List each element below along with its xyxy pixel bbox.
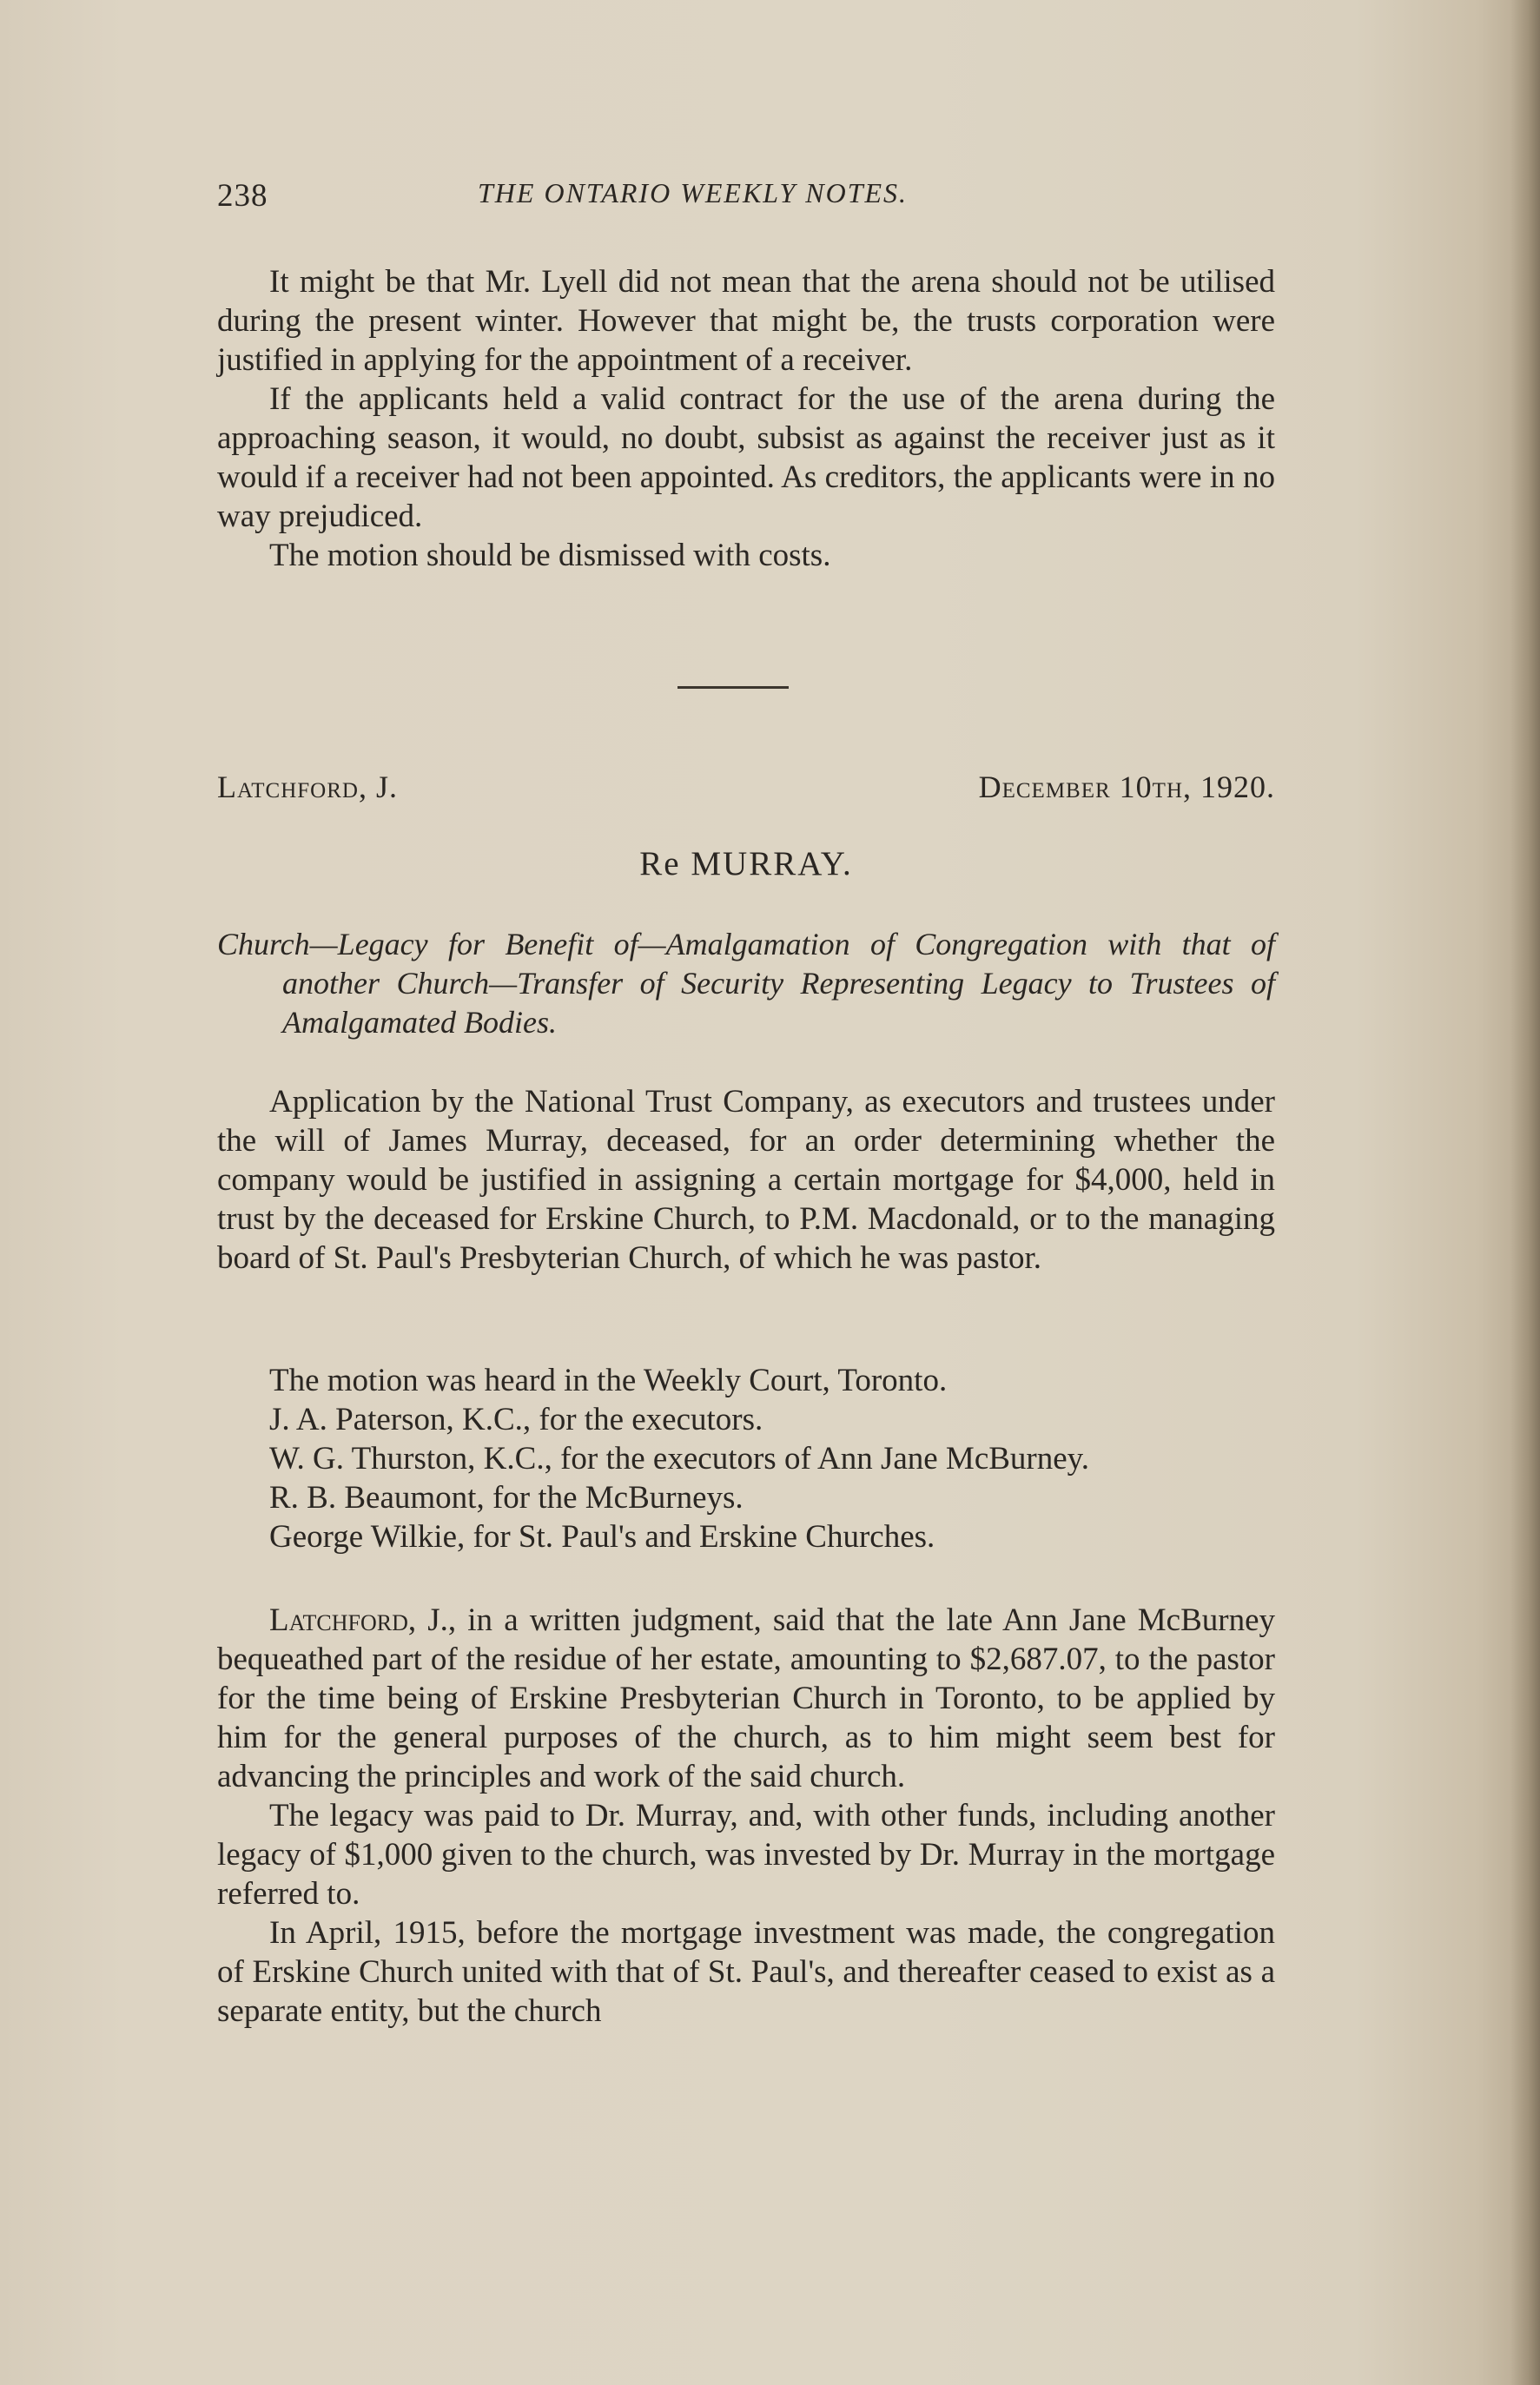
page-edge-shadow bbox=[1510, 0, 1540, 2385]
counsel-list bbox=[269, 1361, 1275, 1556]
counsel-line: J. A. Paterson, K.C., for the executors. bbox=[269, 1402, 763, 1437]
judgment-lead: Latchford, J. bbox=[269, 1602, 448, 1638]
section-divider bbox=[677, 686, 789, 689]
paragraph bbox=[217, 1601, 1275, 1796]
case-header bbox=[217, 769, 1275, 812]
case-name: Re MURRAY. bbox=[639, 845, 853, 882]
page-number: 238 bbox=[217, 178, 268, 214]
application-statement bbox=[217, 1082, 1275, 1278]
paragraph: In April, 1915, before the mortgage investment was made, the congregation of Erskine Church united with that of St. Paul's, and thereafter ceased to exist as a separate entity, but the church bbox=[217, 1915, 1275, 2029]
counsel-line: W. G. Thurston, K.C., for the executors of Ann Jane McBurney. bbox=[269, 1441, 1090, 1477]
counsel-line: George Wilkie, for St. Paul's and Erskine Churches. bbox=[269, 1519, 935, 1555]
counsel-line: R. B. Beaumont, for the McBurneys. bbox=[269, 1480, 744, 1516]
journal-title: THE ONTARIO WEEKLY NOTES. bbox=[478, 177, 909, 208]
judge-name: Latchford, J. bbox=[217, 770, 398, 804]
paragraph: The legacy was paid to Dr. Murray, and, with other funds, including another legacy of $1,000 given to the church, was invested by Dr. Murray in the mortgage referred to. bbox=[217, 1798, 1275, 1912]
headnote: Church—Legacy for Benefit of—Amalgamation of Congregation with that of another Church—Transfer of Security Representing Legacy to Trustees of Amalgamated Bodies. bbox=[217, 927, 1275, 1040]
paragraph: Application by the National Trust Company, as executors and trustees under the will of James Murray, deceased, for an order determining whether the company would be justified in assigning a certain mortgage for $4,000, held in trust by the deceased for Erskine Church, to P.M. Macdonald, or to the managing board of St. Paul's Presbyterian Church, of which he was pastor. bbox=[217, 1084, 1275, 1276]
paragraph: The motion should be dismissed with costs. bbox=[269, 538, 831, 573]
paragraph: If the applicants held a valid contract for the use of the arena during the approaching season, it would, no doubt, subsist as against the receiver just as it would if a receiver had not been appointed. As creditors, the applicants were in no way prejudiced. bbox=[217, 381, 1275, 534]
running-head bbox=[217, 177, 1275, 229]
paragraph: It might be that Mr. Lyell did not mean that the arena should not be utilised during the present winter. However that might be, the trusts corporation were justified in applying for the appointment of a receiver. bbox=[217, 264, 1275, 378]
counsel-line: The motion was heard in the Weekly Court, Toronto. bbox=[269, 1363, 948, 1398]
judgment-first-paragraph: , in a written judgment, said that the late Ann Jane McBurney bequeathed part of the residue of her estate, amounting to $2,687.07, to the pastor for the time being of Erskine Presbyterian Church in Toronto, to be applied by him for the general purposes of the church, as to him might seem best for advancing the principles and work of the said church. bbox=[217, 1602, 1276, 1794]
decision-date: December 10th, 1920. bbox=[978, 770, 1275, 804]
judgment-text bbox=[217, 1601, 1275, 2031]
previous-case-conclusion bbox=[217, 262, 1275, 575]
